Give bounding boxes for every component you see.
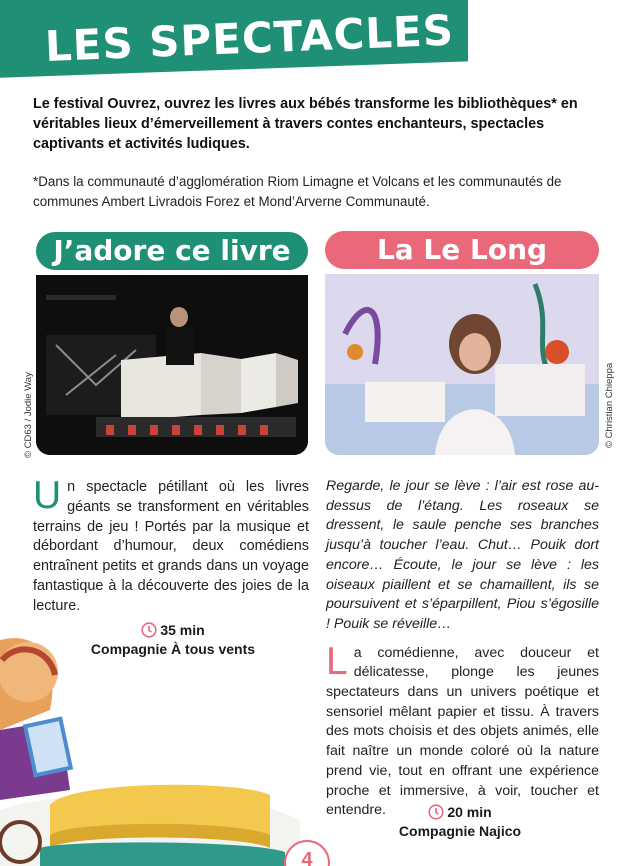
duration-text: 20 min: [447, 804, 492, 820]
description-text: a comédienne, avec douceur et délicatesse, plonge les jeunes spectateurs dans un univers poétique et sensoriel mêlant papier et tissu. À travers des mots choisis et des objets animés, elle fait naître un monde coloré où la nature prend vie, tout en offrant une expérience proche et immersive, à voir, toucher et entendre.: [326, 644, 599, 819]
clock-icon: [428, 804, 444, 820]
footnote: *Dans la communauté d’agglomération Riom Limagne et Volcans et les communautés de communes Ambert Livradois Forez et Mond’Arverne Communauté.: [33, 174, 562, 209]
reading-character-illustration: [0, 620, 320, 866]
show-info-lalelong: [395, 803, 525, 841]
page-title: LES SPECTACLES: [44, 5, 455, 71]
dropcap: U: [33, 474, 62, 517]
description-text: n spectacle pétillant où les livres géants se transforment en véritables terrains de jeu ! Portés par la musique et débordant d’humour, deux comédiens entraînent petits et grands dans un voyage fantastique à la découverte des joies de la lecture.: [33, 479, 309, 614]
intro-paragraph: Le festival Ouvrez, ouvrez les livres aux bébés transforme les bibliothèques* en véritables lieux d’émerveillement à travers contes enchanteurs, spectacles captivants et activités ludiques.: [33, 96, 578, 152]
company-name: Compagnie Najico: [398, 823, 522, 839]
photo-credit: © Christian Chieppa: [604, 362, 615, 448]
show-photo-lalelong: [325, 274, 599, 455]
page-number: 4: [284, 840, 330, 866]
dropcap: L: [326, 639, 348, 683]
show-title-lalelong: La Le Long: [325, 231, 599, 269]
company-name: Compagnie À tous vents: [90, 641, 256, 657]
photo-credit: © CD63 / Jodie Way: [23, 372, 34, 458]
description-paragraph: [326, 639, 599, 821]
show-description-jadore: [33, 474, 309, 617]
show-description-lalelong: [326, 477, 599, 821]
show-poem: Regarde, le jour se lève : l’air est rose au-dessus de l’étang. Les roseaux se dressent, le saule penche ses branches jusqu’à toucher l’eau. Chut… Pouik dort encore… Écoute, le jour se lève : les oiseaux piaillent et se chamaillent, ils se poursuivent et s’éparpillent, Piou s’égosille ! Pouik se réveille…: [326, 478, 599, 632]
show-title-jadore: J’adore ce livre: [36, 232, 308, 270]
show-photo-jadore: [36, 275, 308, 455]
duration-text: 35 min: [160, 622, 205, 638]
